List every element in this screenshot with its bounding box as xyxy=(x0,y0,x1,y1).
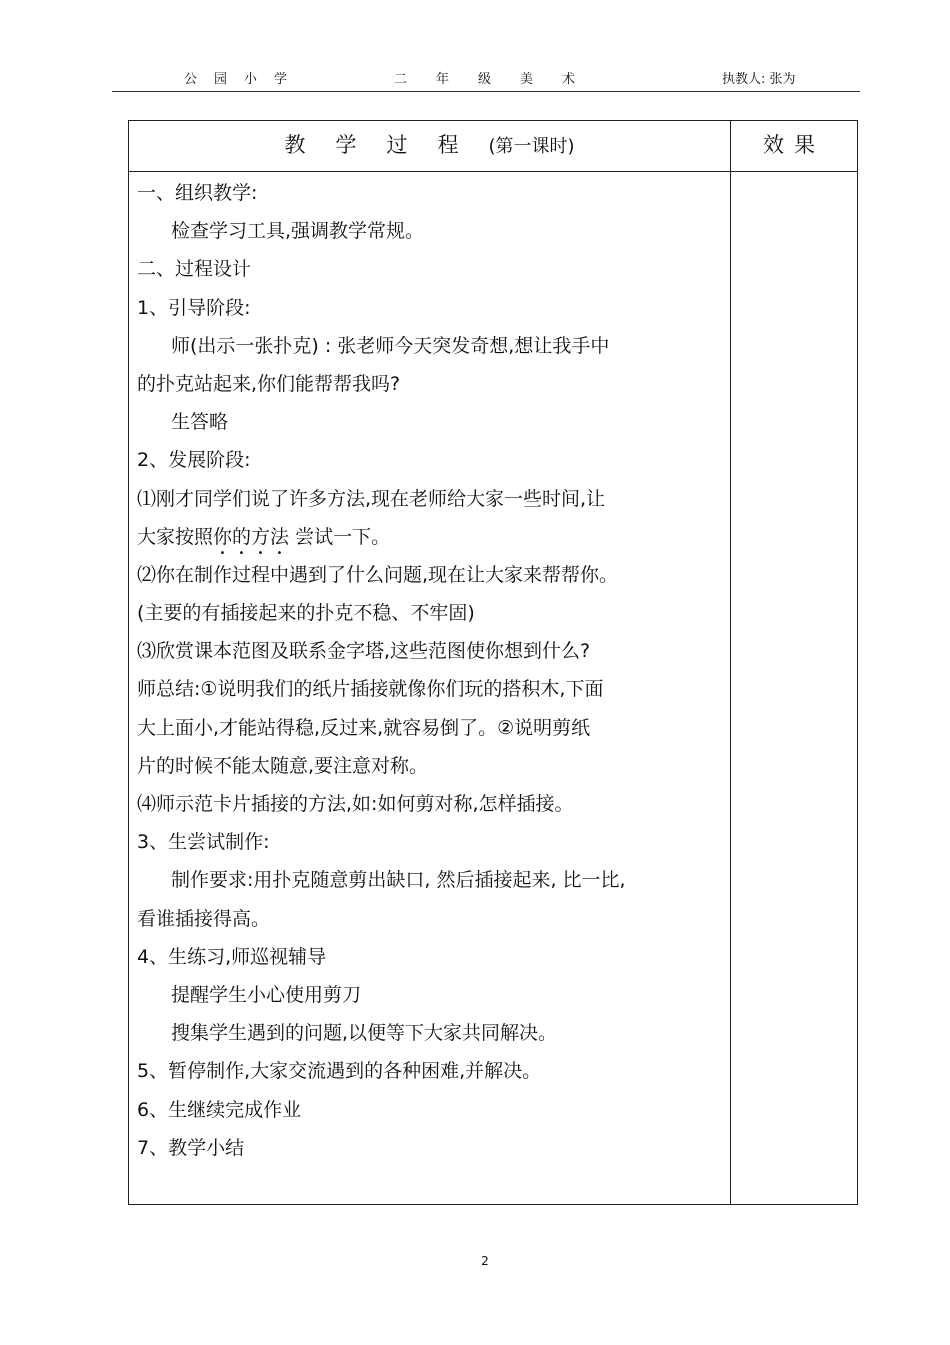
lesson-line-text: 片的时候不能太随意,要注意对称。 xyxy=(137,754,429,777)
table-column-divider xyxy=(730,121,731,1204)
column-header-process-title: 教学过程 xyxy=(284,133,489,157)
lesson-line-text: 6、生继续完成作业 xyxy=(137,1098,302,1121)
lesson-line-text: 搜集学生遇到的问题,以便等下大家共同解决。 xyxy=(171,1022,558,1045)
column-header-process-subtitle: (第一课时) xyxy=(488,136,575,157)
lesson-line-text: 4、生练习,师巡视辅导 xyxy=(137,945,327,968)
page-number: 2 xyxy=(481,1254,489,1268)
lesson-line xyxy=(137,747,727,785)
lesson-line xyxy=(137,289,727,327)
lesson-line xyxy=(137,327,727,365)
lesson-line xyxy=(137,174,727,212)
header-school-name: 公园小学 xyxy=(184,72,305,87)
lesson-line-text: 3、生尝试制作: xyxy=(137,831,270,854)
lesson-line xyxy=(137,976,727,1014)
lesson-line xyxy=(137,365,727,403)
lesson-line xyxy=(137,938,727,976)
lesson-line-text: 师总结:①说明我们的纸片插接就像你们玩的搭积木,下面 xyxy=(137,678,604,701)
lesson-line-text: 提醒学生小心使用剪刀 xyxy=(171,983,362,1006)
lesson-line-text: 的扑克站起来,你们能帮帮我吗? xyxy=(137,372,401,395)
table-header-divider xyxy=(129,171,857,172)
header-grade-subject: 二年级美术 xyxy=(394,72,605,87)
lesson-line-text: ⑵你在制作过程中遇到了什么问题,现在让大家来帮帮你。 xyxy=(137,563,619,586)
lesson-line-text: ⑷师示范卡片插接的方法,如:如何剪对称,怎样插接。 xyxy=(137,793,574,815)
lesson-line xyxy=(137,212,727,250)
lesson-line-text: 5、暂停制作,大家交流遇到的各种困难,并解决。 xyxy=(137,1060,542,1083)
lesson-line xyxy=(137,441,727,479)
header-teacher: 执教人: 张为 xyxy=(722,72,796,87)
lesson-line-text: ⑴刚才同学们说了许多方法,现在老师给大家一些时间,让 xyxy=(137,487,606,510)
lesson-line-text: 看谁插接得高。 xyxy=(137,907,271,930)
lesson-line xyxy=(137,480,727,518)
lesson-line xyxy=(137,900,727,938)
lesson-line-text: 制作要求:用扑克随意剪出缺口, 然后插接起来, 比一比, xyxy=(171,869,626,892)
column-header-process xyxy=(129,121,730,171)
lesson-process-content xyxy=(137,174,727,1167)
lesson-line xyxy=(137,785,727,823)
lesson-line-text: 检查学习工具,强调教学常规。 xyxy=(171,220,425,243)
lesson-line xyxy=(137,861,727,899)
lesson-line-text: 大上面小,才能站得稳,反过来,就容易倒了。②说明剪纸 xyxy=(137,716,591,739)
lesson-line-text: 1、引导阶段: xyxy=(137,296,251,319)
emphasized-text: 你的方法 xyxy=(213,525,290,548)
lesson-line xyxy=(137,250,727,288)
lesson-line xyxy=(137,1014,727,1052)
lesson-line xyxy=(137,1129,727,1167)
lesson-line-text: 大家按照 xyxy=(137,525,214,548)
lesson-line-text: 一、组织教学: xyxy=(137,182,258,204)
column-header-effect: 效果 xyxy=(763,133,825,157)
lesson-line xyxy=(137,1052,727,1090)
lesson-line-text: 二、过程设计 xyxy=(137,258,252,281)
lesson-line xyxy=(137,518,727,556)
lesson-line-text: 生答略 xyxy=(171,411,229,434)
lesson-line xyxy=(137,556,727,594)
lesson-line xyxy=(137,1091,727,1129)
header-rule xyxy=(112,91,860,92)
lesson-line-text: 师(出示一张扑克) : 张老师今天突发奇想,想让我手中 xyxy=(171,334,610,357)
lesson-table xyxy=(128,120,858,1205)
lesson-line xyxy=(137,823,727,861)
lesson-line xyxy=(137,594,727,632)
lesson-line-text: 2、发展阶段: xyxy=(137,449,251,472)
lesson-line-text-rest: 尝试一下。 xyxy=(289,525,391,548)
lesson-line xyxy=(137,709,727,747)
lesson-line-text: (主要的有插接起来的扑克不稳、不牢固) xyxy=(137,602,475,625)
lesson-line-text: 7、教学小结 xyxy=(137,1136,245,1159)
lesson-line-text: ⑶欣赏课本范图及联系金字塔,这些范图使你想到什么? xyxy=(137,640,591,663)
lesson-line xyxy=(137,632,727,670)
lesson-line xyxy=(137,670,727,708)
lesson-line xyxy=(137,403,727,441)
